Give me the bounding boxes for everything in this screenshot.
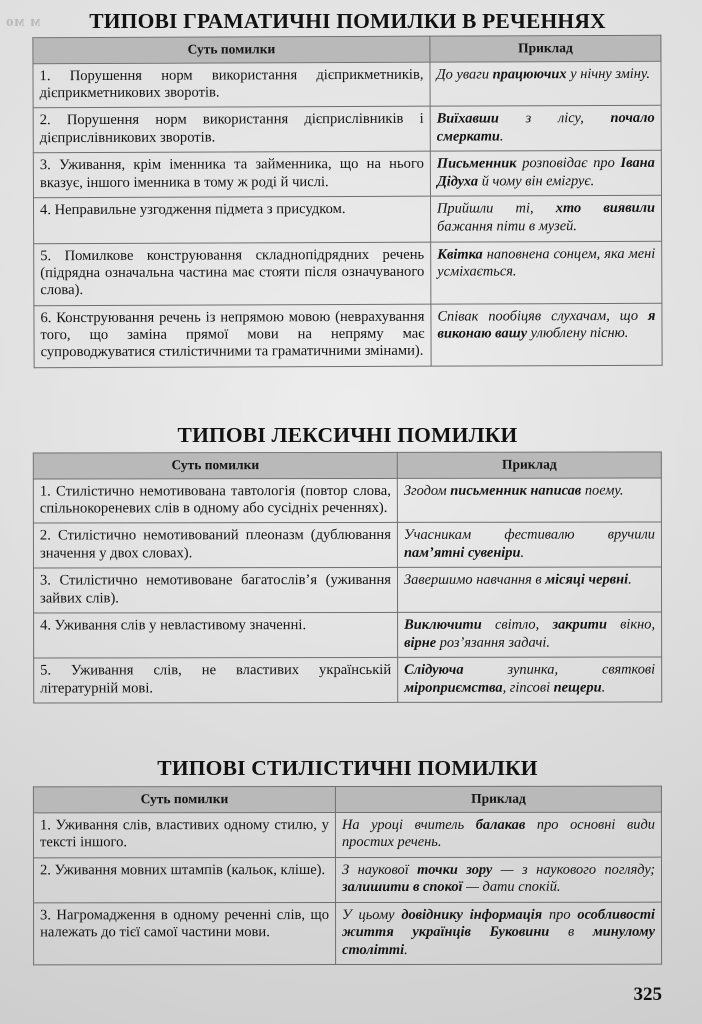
example-highlight: минулому столітті xyxy=(342,924,656,958)
cell-example: Квітка наповнена сонцем, яка мені усміхається. xyxy=(431,241,662,304)
example-highlight: особливості життя українців Буковини xyxy=(342,906,656,941)
cell-example: Згодом письменник написав поему. xyxy=(397,477,661,522)
table-row xyxy=(34,303,662,367)
example-highlight: Письменник xyxy=(436,155,517,173)
column-header-cause: Суть помилки xyxy=(33,452,397,478)
example-highlight: місяці червні xyxy=(545,571,629,589)
table-row xyxy=(33,812,661,858)
table-row xyxy=(34,241,662,305)
example-highlight: Виключити xyxy=(404,616,482,633)
cell-example: У цьому довіднику інформація про особливості життя українців Буковини в минулому столітті. xyxy=(336,902,662,965)
example-highlight: пещери xyxy=(553,679,602,696)
page-number: 325 xyxy=(633,984,662,1005)
cell-example: Учасникам фестивалю вручили пам’ятні сувеніри. xyxy=(397,522,661,568)
cell-cause: 1. Уживання слів, властивих одному стилю, у тексті іншого. xyxy=(33,812,335,857)
table-row xyxy=(34,657,662,703)
column-header-example: Приклад xyxy=(335,786,661,812)
example-highlight: Слідуюча xyxy=(404,662,464,679)
example-highlight: я виконаю вашу xyxy=(437,307,656,342)
cell-cause: 1. Стилістично немотивована тавтологія (повтор слова, спільнокореневих слів в одному або сусідніх реченнях). xyxy=(33,478,397,523)
section-title-stylistic: ТИПОВІ СТИЛІСТИЧНІ ПОМИЛКИ xyxy=(157,756,538,780)
column-header-cause: Суть помилки xyxy=(33,787,335,813)
table-grammar-errors xyxy=(32,35,662,368)
table-row xyxy=(33,106,661,154)
example-highlight: міроприємства xyxy=(404,679,503,696)
cell-cause: 3. Нагромадження в одному реченні слів, що належать до тієї самої частини мови. xyxy=(34,902,336,965)
example-highlight: почало смеркати xyxy=(436,110,655,145)
example-highlight: пам’ятні сувеніри xyxy=(403,544,521,561)
example-highlight: балакав xyxy=(475,816,526,833)
show-through-ghost-text: м мо xyxy=(5,14,41,30)
table-row xyxy=(33,61,661,108)
example-highlight: залишити в спокої xyxy=(342,879,463,896)
cell-cause: 5. Помилкове конструювання складнопідрядних речень (підрядна означальна частина має стояти після означуваного слова). xyxy=(34,242,431,306)
table-row xyxy=(33,151,661,199)
cell-example: Виїхавши з лісу, почало смеркати. xyxy=(430,106,661,152)
cell-cause: 4. Уживання слів у невластивому значенні. xyxy=(34,612,398,658)
example-highlight: точки зору xyxy=(417,861,493,878)
cell-example: Співак пообіцяв слухачам, що я виконаю вашу улюблену пісню. xyxy=(431,303,662,366)
table-row xyxy=(33,477,661,523)
cell-example: До уваги працюючих у нічну зміну. xyxy=(430,61,661,107)
cell-cause: 6. Конструювання речень із непрямою мовою (неврахування того, що заміна прямої мови на непряму має супроводжуватися стилістичними та граматичними змінами). xyxy=(34,304,431,368)
error-table xyxy=(33,451,662,703)
cell-example: На уроці вчитель балакав про основні види простих речень. xyxy=(335,812,661,857)
cell-example: Письменник розповідає про Івана Дідуха й чому він емігрує. xyxy=(430,151,661,197)
cell-example: Прийшли ті, хто виявили бажання піти в музей. xyxy=(430,196,661,242)
example-highlight: Виїхавши xyxy=(436,110,499,127)
table-row xyxy=(34,612,662,658)
section-title-lexical: ТИПОВІ ЛЕКСИЧНІ ПОМИЛКИ xyxy=(177,423,518,447)
cell-example: З наукової точки зору — з наукового погляду; залишити в спокої — дати спокій. xyxy=(335,857,661,902)
column-header-example: Приклад xyxy=(397,452,661,478)
page-content xyxy=(5,0,662,1024)
table-lexical-errors xyxy=(33,451,662,703)
example-highlight: хто виявили xyxy=(555,200,656,217)
cell-cause: 1. Порушення норм використання дієприкметників, дієприкметникових зворотів. xyxy=(33,62,430,108)
table-row xyxy=(33,522,661,568)
column-header-example: Приклад xyxy=(430,35,661,61)
cell-cause: 5. Уживання слів, не властивих українській літературній мові. xyxy=(34,658,398,704)
example-highlight: довіднику інформація xyxy=(401,906,543,923)
table-stylistic-errors xyxy=(33,786,662,966)
example-highlight: вірне xyxy=(404,634,437,651)
cell-cause: 3. Стилістично немотивоване багатослів’я (уживання зайвих слів). xyxy=(33,568,397,613)
example-highlight: Квітка xyxy=(437,246,483,263)
cell-cause: 2. Порушення норм використання дієприслівників і дієприслівникових зворотів. xyxy=(33,106,430,153)
example-highlight: Івана Дідуха xyxy=(436,155,655,190)
table-header-row xyxy=(33,35,661,63)
table-row xyxy=(33,196,661,244)
cell-cause: 3. Уживання, крім іменника та займенника, що на нього вказує, іншого іменника в тому ж роді й числі. xyxy=(33,152,430,199)
error-table xyxy=(33,786,662,966)
error-table xyxy=(32,35,662,368)
example-highlight: письменник написав xyxy=(450,482,582,499)
table-row xyxy=(34,902,662,965)
example-highlight: закрити xyxy=(552,616,607,633)
cell-cause: 2. Уживання мовних штампів (кальок, кліше). xyxy=(33,857,335,902)
cell-cause: 2. Стилістично немотивований плеоназм (дублювання значення у двох словах). xyxy=(33,523,397,569)
cell-example: Слідуюча зупинка, святкові міроприємства, гіпсові пещери. xyxy=(398,657,662,703)
example-highlight: працюючих xyxy=(492,65,567,82)
column-header-cause: Суть помилки xyxy=(33,36,430,63)
cell-example: Виключити світло, закрити вікно, вірне роз’язання задачі. xyxy=(398,612,662,658)
table-row xyxy=(33,857,661,903)
cell-cause: 4. Неправильне узгодження підмета з присудком. xyxy=(33,197,430,244)
section-title-grammar: ТИПОВІ ГРАМАТИЧНІ ПОМИЛКИ В РЕЧЕННЯХ xyxy=(89,9,606,33)
table-row xyxy=(33,567,661,613)
table-header-row xyxy=(33,786,661,812)
cell-example: Завершимо навчання в місяці червні. xyxy=(397,567,661,612)
table-header-row xyxy=(33,452,661,479)
